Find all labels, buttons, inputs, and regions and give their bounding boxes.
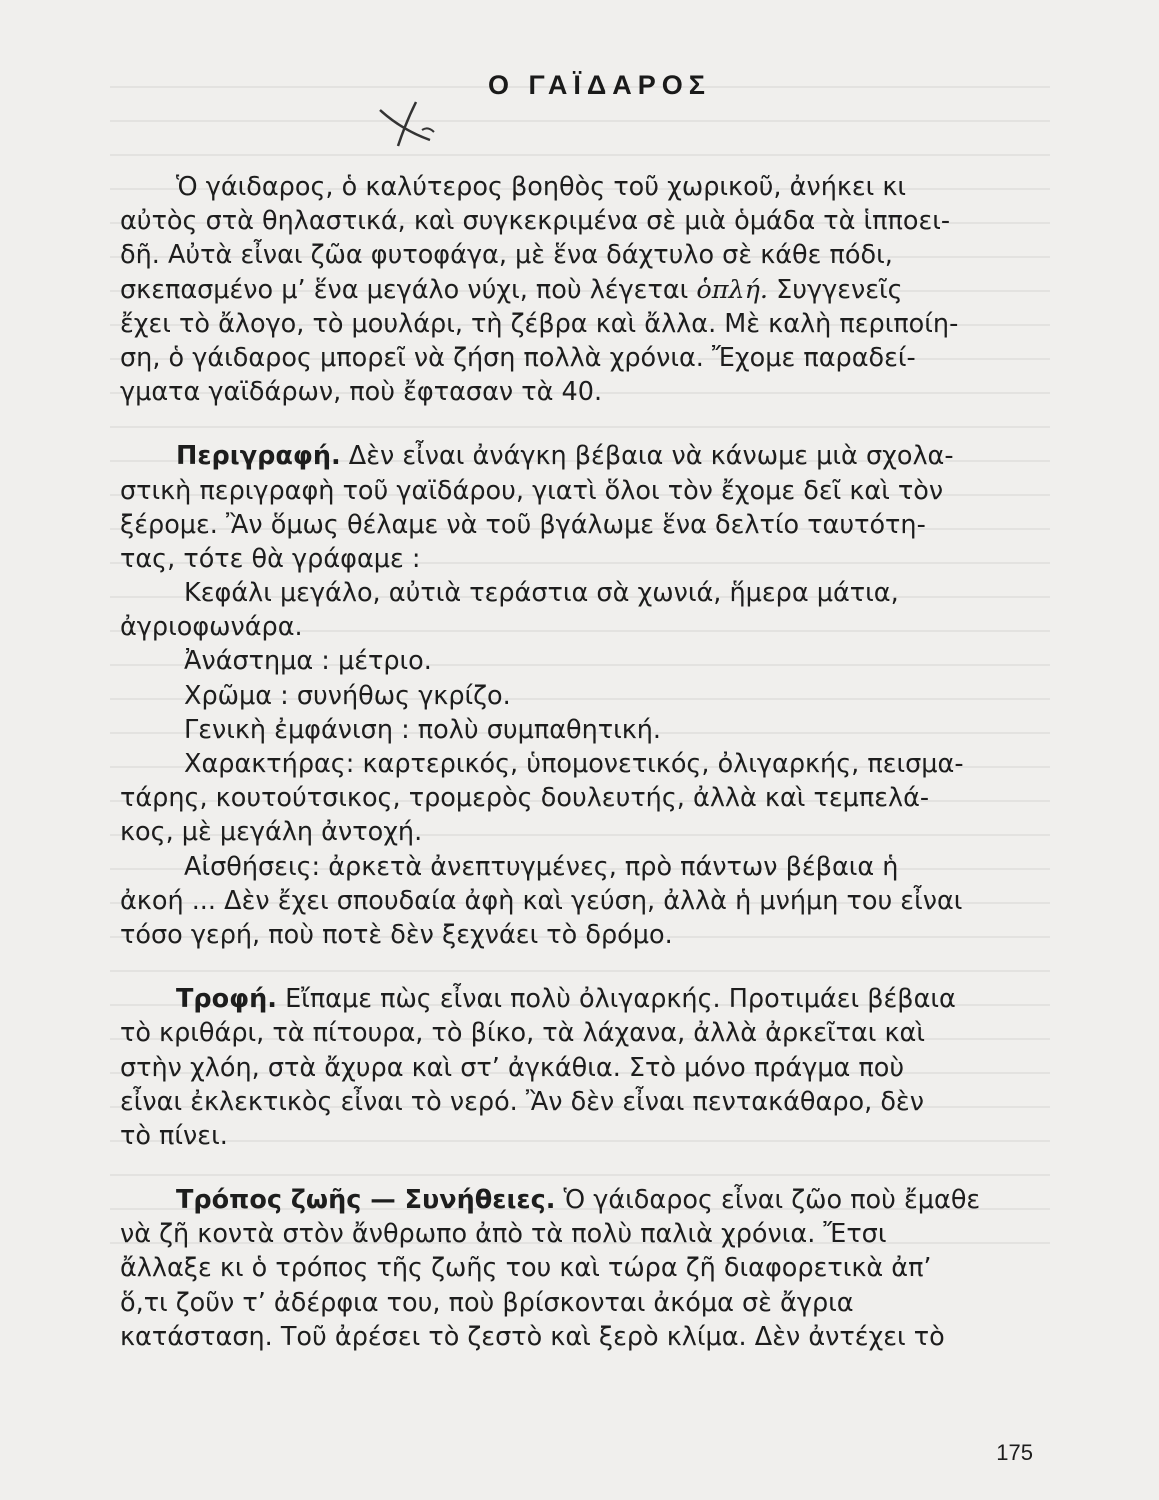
page-number: 175 <box>996 1440 1033 1465</box>
text-line: κατάσταση. Τοῦ ἀρέσει τὸ ζεστὸ καὶ ξερὸ κλίμα. Δὲν ἀντέχει τὸ <box>120 1321 945 1352</box>
text-segment: Συγγενεῖς <box>768 274 903 305</box>
text-line: ἔχει τὸ ἄλογο, τὸ μουλάρι, τὴ ζέβρα καὶ ἄλλα. Μὲ καλὴ περιποίη- <box>120 308 959 339</box>
text-line: Κεφάλι μεγάλο, αὐτιὰ τεράστια σὰ χωνιά, ἥμερα μάτια, <box>184 578 899 609</box>
text-line <box>120 1183 1040 1217</box>
text-line: γματα γαϊδάρων, ποὺ ἔφτασαν τὰ 40. <box>120 377 603 408</box>
text-segment: Εἴπαμε πὼς εἶναι πολὺ ὀλιγαρκής. Προτιμάει βέβαια <box>276 984 956 1015</box>
handwritten-x-mark-icon <box>372 100 452 148</box>
text-line: Ἀνάστημα : μέτριο. <box>184 646 432 677</box>
text-line: τὸ κριθάρι, τὰ πίτουρα, τὸ βίκο, τὰ λάχανα, ἀλλὰ ἀρκεῖται καὶ <box>120 1018 925 1049</box>
section-label-habits: Τρόπος ζωῆς — Συνήθειες. <box>176 1185 556 1216</box>
text-line: Χαρακτήρας: καρτερικός, ὑπομονετικός, ὀλιγαρκής, πεισμα- <box>184 749 964 779</box>
text-line: εἶναι ἐκλεκτικὸς εἶναι τὸ νερό. Ἂν δὲν εἶναι πεντακάθαρο, δὲν <box>120 1086 924 1117</box>
text-line: ἀγριοφωνάρα. <box>120 612 303 643</box>
text-line: ἀκοή ... Δὲν ἔχει σπουδαία ἀφὴ καὶ γεύση, ἀλλὰ ἡ μνήμη του εἶναι <box>120 885 963 916</box>
text-segment: Δὲν εἶναι ἀνάγκη βέβαια νὰ κάνωμε μιὰ σχολα- <box>340 441 954 472</box>
text-line <box>120 982 1040 1016</box>
text-line: ὅ,τι ζοῦν τ’ ἀδέρφια του, ποὺ βρίσκονται ἀκόμα σὲ ἄγρια <box>120 1287 854 1318</box>
text-line: ἄλλαξε κι ὁ τρόπος τῆς ζωῆς του καὶ τώρα ζῆ διαφορετικὰ ἀπ’ <box>120 1253 932 1284</box>
italic-term: ὁπλή. <box>696 274 769 305</box>
text-line: τάρης, κουτούτσικος, τρομερὸς δουλευτής, ἀλλὰ καὶ τεμπελά- <box>120 783 930 814</box>
text-line: ση, ὁ γάιδαρος μπορεῖ νὰ ζήση πολλὰ χρόνια. Ἔχομε παραδεί- <box>120 342 916 373</box>
section-label-description: Περιγραφή. <box>176 441 341 472</box>
text-segment: Ὁ γάιδαρος εἶναι ζῶο ποὺ ἔμαθε <box>555 1185 981 1216</box>
text-line: δῆ. Αὐτὰ εἶναι ζῶα φυτοφάγα, μὲ ἕνα δάχτυλο σὲ κάθε πόδι, <box>120 240 893 271</box>
text-line: Ὁ γάιδαρος, ὁ καλύτερος βοηθὸς τοῦ χωρικοῦ, ἀνήκει κι <box>176 172 907 202</box>
text-line: στικὴ περιγραφὴ τοῦ γαϊδάρου, γιατὶ ὅλοι τὸν ἔχομε δεῖ καὶ τὸν <box>120 475 944 506</box>
section-label-food: Τροφή. <box>176 984 277 1015</box>
text-line: ξέρομε. Ἂν ὅμως θέλαμε νὰ τοῦ βγάλωμε ἕνα δελτίο ταυτότη- <box>120 509 926 540</box>
text-segment: σκεπασμένο μ’ ἕνα μεγάλο νύχι, ποὺ λέγεται <box>120 274 689 305</box>
text-line: κος, μὲ μεγάλη ἀντοχή. <box>120 817 423 848</box>
text-line: στὴν χλόη, στὰ ἄχυρα καὶ στ’ ἀγκάθια. Στὸ μόνο πράγμα ποὺ <box>120 1052 905 1083</box>
text-line: αὐτὸς στὰ θηλαστικά, καὶ συγκεκριμένα σὲ μιὰ ὁμάδα τὰ ἱπποει- <box>120 206 951 237</box>
text-line: Χρῶμα : συνήθως γκρίζο. <box>184 680 511 711</box>
text-line: τας, τότε θὰ γράφαμε : <box>120 543 421 574</box>
text-line <box>120 273 1040 307</box>
text-line: νὰ ζῆ κοντὰ στὸν ἄνθρωπο ἀπὸ τὰ πολὺ παλιὰ χρόνια. Ἔτσι <box>120 1219 887 1250</box>
body-text <box>120 170 1040 1354</box>
text-line: τὸ πίνει. <box>120 1120 228 1151</box>
page-title: Ο ΓΑΪΔΑΡΟΣ <box>488 70 711 100</box>
text-line <box>120 439 1040 473</box>
text-line: τόσο γερή, ποὺ ποτὲ δὲν ξεχνάει τὸ δρόμο. <box>120 919 673 950</box>
text-line: Αἰσθήσεις: ἀρκετὰ ἀνεπτυγμένες, πρὸ πάντων βέβαια ἡ <box>184 851 899 882</box>
text-line: Γενικὴ ἐμφάνιση : πολὺ συμπαθητική. <box>184 714 662 745</box>
